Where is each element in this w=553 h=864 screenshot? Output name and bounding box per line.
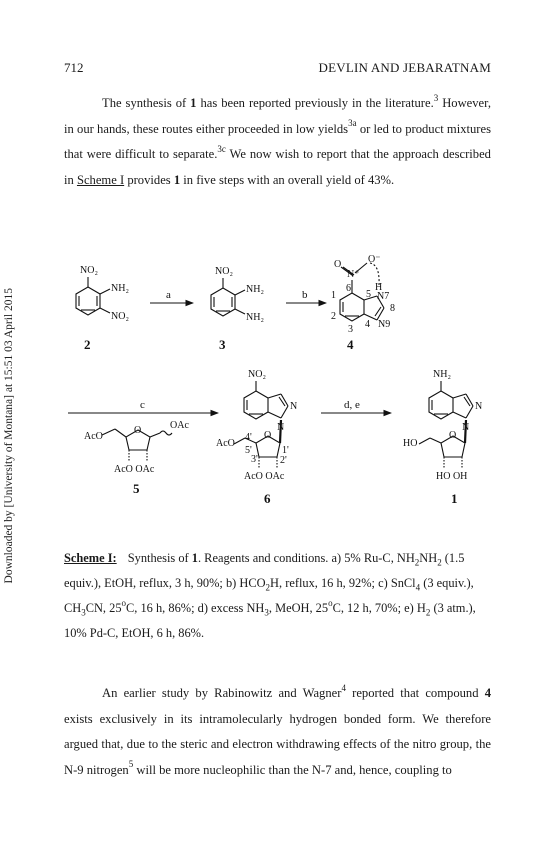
label-c5-sub: AcO OAc [114, 464, 155, 475]
label-c1-n: N [475, 401, 483, 412]
label-c5-o: O [134, 425, 142, 436]
reagent-d-e: d, e [344, 399, 360, 411]
label-c6-1p: 1' [282, 445, 289, 456]
label-c1-sub: HO OH [436, 471, 468, 482]
label-c4-4: 4 [365, 319, 370, 330]
page-number: 712 [64, 60, 84, 75]
reaction-scheme [58, 245, 498, 555]
download-watermark [2, 256, 16, 616]
discussion-paragraph: An earlier study by Rabinowitz and Wagner$^4$ reported that compound 4 exists exclusively in its intramolecularly hydrogen bonded form. We therefore argued that, due to the steric and electron withdrawing effects of the nitro group, the N-9 nitrogen$^5$ will be more nucleophilic than the N-7 and, hence, coupling to [64, 682, 491, 777]
label-c4-6: 6 [346, 283, 351, 294]
label-c5-aco: AcO [84, 431, 103, 442]
compound-3-structure [211, 278, 245, 316]
label-c6-n: N [290, 401, 298, 412]
label-c4-o: O [334, 259, 342, 270]
label-c5-oac: OAc [170, 420, 189, 431]
download-notice: Downloaded by [University of Montana] at 15:51 03 April 2015 [3, 288, 15, 584]
label-c6-o: O [264, 430, 272, 441]
label-c6-5p: 5' [245, 445, 252, 456]
label-c6-4p: 4' [245, 432, 252, 443]
compound-6-label: 6 [264, 491, 271, 506]
label-c1-o: O [449, 430, 457, 441]
label-c1-n-glyc: N [462, 422, 470, 433]
intro-paragraph: The synthesis of 1 has been reported previously in the literature.$^3$ However, in our hands, these routes either proceeded in low yields$^{3a}$ or led to product mixtures that were difficult to separate.$^{3c}$ We now wish to report that the approach described in Scheme I provides 1 in five steps with an overall yield of 43%. [64, 92, 491, 187]
label-c4-n7: N7 [377, 291, 390, 302]
label-c4-n-plus: N⁺ [347, 269, 360, 280]
label-c4-2: 2 [331, 311, 336, 322]
label-c1-nh2: NH₂ [433, 369, 451, 380]
scheme-reference-link: Scheme I [76, 172, 125, 187]
label-c6-aco: AcO [216, 438, 235, 449]
label-c6-3p: 3' [251, 454, 258, 465]
label-c4-n9: N9 [378, 319, 391, 330]
label-c4-h: H [375, 282, 383, 293]
label-c3-no2: NO₂ [215, 266, 233, 277]
scheme-caption: Scheme I: Synthesis of 1. Reagents and conditions. a) 5% Ru-C, $NH_2NH_2$ (1.5 equiv.), EtOH, reflux, 3 h, 90%; b) $HCO_2H$, reflux, 16 h, 92%; c) SnCl$_4$ (3 equiv.), $CH_3CN$, 25$^o$C, 16 h, 86%; d) excess $NH_3$, MeOH, 25$^o$C, 12 h, 70%; e) $H_2$ (3 atm.), 10% Pd-C, EtOH, 6 h, 86%. [64, 551, 476, 640]
label-c2-no2-bottom: NO₂ [111, 311, 129, 322]
caption-label: Scheme I: [64, 551, 117, 565]
label-c4-1: 1 [331, 290, 336, 301]
compound-3-label: 3 [219, 337, 226, 352]
reagent-c: c [140, 399, 145, 411]
label-c2-no2-top: NO₂ [80, 265, 98, 276]
compound-2-structure [76, 277, 110, 315]
label-c4-5: 5 [366, 289, 371, 300]
label-c6-sub: AcO OAc [244, 471, 285, 482]
reagent-b: b [302, 289, 308, 301]
reagent-a: a [166, 289, 171, 301]
label-c3-nh2-a: NH₂ [246, 284, 264, 295]
label-c6-no2: NO₂ [248, 369, 266, 380]
label-c3-nh2-b: NH₂ [246, 312, 264, 323]
label-c4-o-minus: O⁻ [368, 254, 381, 265]
running-head: DEVLIN AND JEBARATNAM [318, 60, 491, 75]
label-c4-3: 3 [348, 324, 353, 335]
label-c6-n-glyc: N [277, 422, 285, 433]
label-c2-nh2: NH₂ [111, 283, 129, 294]
compound-2-label: 2 [84, 337, 91, 352]
compound-4-label: 4 [347, 337, 354, 352]
label-c6-2p: 2' [280, 455, 287, 466]
label-c4-8: 8 [390, 303, 395, 314]
label-c1-ho: HO [403, 438, 418, 449]
compound-5-label: 5 [133, 481, 140, 496]
compound-1-label: 1 [451, 491, 458, 506]
